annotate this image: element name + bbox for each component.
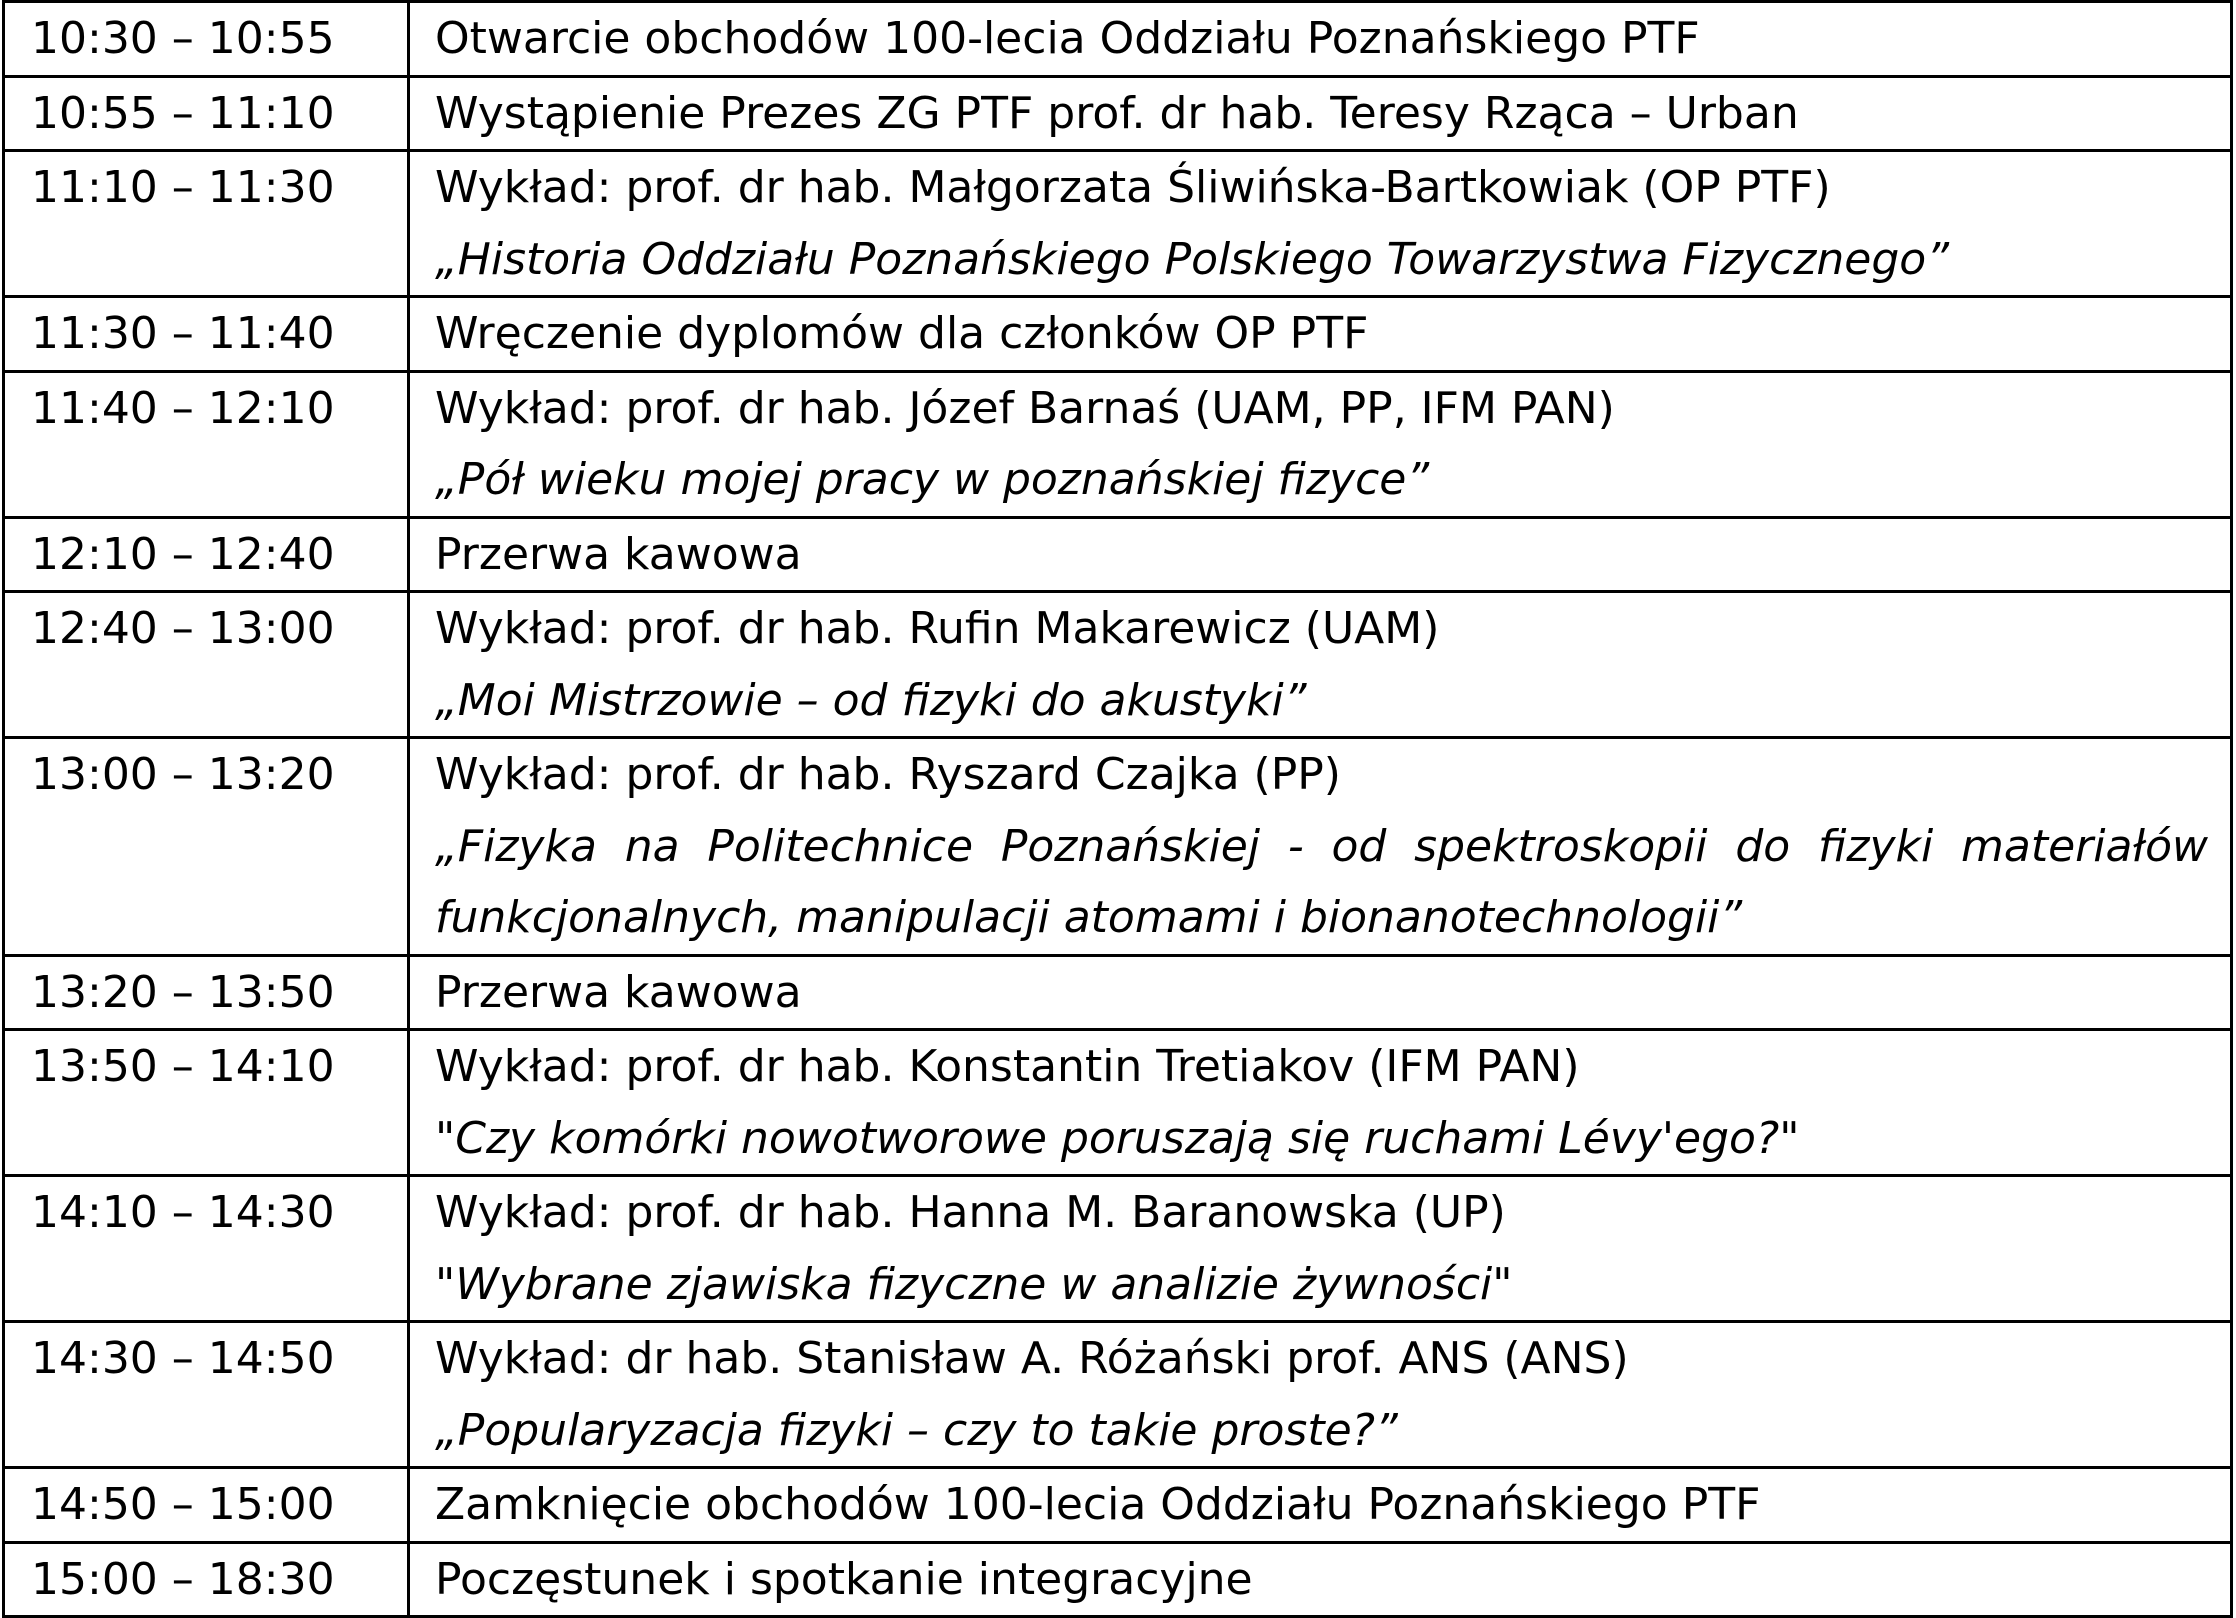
time-cell	[4, 738, 409, 956]
event-title: Wykład: dr hab. Stanisław A. Różański prof. ANS (ANS)	[435, 1333, 1629, 1384]
event-cell	[409, 151, 2232, 297]
event-cell	[409, 1468, 2232, 1543]
time-cell	[4, 592, 409, 738]
event-cell	[409, 738, 2232, 956]
table-row	[4, 592, 2232, 738]
table-row	[4, 1176, 2232, 1322]
event-title: Poczęstunek i spotkanie integracyjne	[435, 1553, 1253, 1605]
time-slot: 12:40 – 13:00	[31, 603, 335, 654]
schedule-table	[2, 0, 2233, 1618]
table-row	[4, 1030, 2232, 1176]
time-slot: 10:30 – 10:55	[31, 13, 335, 64]
lecture-subtitle: "Czy komórki nowotworowe poruszają się ruchami Lévy'ego?"	[435, 1112, 1800, 1164]
quote-open: "	[435, 1258, 456, 1310]
lecture-subtitle: Wybrane zjawiska fizyczne w analizie żywności	[455, 1258, 1493, 1310]
time-cell	[4, 1030, 409, 1176]
event-cell	[409, 297, 2232, 372]
time-cell	[4, 76, 409, 151]
table-row	[4, 151, 2232, 297]
time-slot: 14:30 – 14:50	[31, 1333, 335, 1384]
event-title: Otwarcie obchodów 100-lecia Oddziału Poznańskiego PTF	[435, 13, 1700, 64]
time-cell	[4, 2, 409, 77]
event-cell	[409, 76, 2232, 151]
time-slot: 10:55 – 11:10	[31, 87, 335, 139]
lecture-subtitle: „Historia Oddziału Poznańskiego Polskiego Towarzystwa Fizycznego”	[435, 233, 1949, 285]
event-title: Wykład: prof. dr hab. Konstantin Tretiakov (IFM PAN)	[435, 1041, 1580, 1092]
event-title: Przerwa kawowa	[435, 966, 802, 1018]
event-cell	[409, 517, 2232, 592]
time-cell	[4, 297, 409, 372]
event-title: Wręczenie dyplomów dla członków OP PTF	[435, 308, 1369, 359]
time-slot: 13:50 – 14:10	[31, 1041, 335, 1092]
table-row	[4, 2, 2232, 77]
event-title: Przerwa kawowa	[435, 528, 802, 580]
event-cell	[409, 1322, 2232, 1468]
time-slot: 11:10 – 11:30	[31, 162, 335, 213]
time-slot: 13:00 – 13:20	[31, 749, 335, 800]
time-slot: 13:20 – 13:50	[31, 966, 335, 1018]
event-cell	[409, 1176, 2232, 1322]
time-cell	[4, 371, 409, 517]
event-title: Wykład: prof. dr hab. Józef Barnaś (UAM, PP, IFM PAN)	[435, 382, 1615, 434]
table-row	[4, 371, 2232, 517]
event-title: Wykład: prof. dr hab. Ryszard Czajka (PP)	[435, 749, 1341, 800]
lecture-subtitle: „Pół wieku mojej pracy w poznańskiej fizyce”	[435, 454, 1430, 505]
table-row	[4, 517, 2232, 592]
event-title: Zamknięcie obchodów 100-lecia Oddziału Poznańskiego PTF	[435, 1479, 1761, 1530]
table-row	[4, 297, 2232, 372]
time-slot: 14:50 – 15:00	[31, 1479, 335, 1530]
time-slot: 11:40 – 12:10	[31, 382, 335, 434]
event-cell	[409, 955, 2232, 1030]
event-cell	[409, 371, 2232, 517]
table-row	[4, 76, 2232, 151]
lecture-subtitle: „Moi Mistrzowie – od fizyki do akustyki”	[435, 674, 1307, 726]
quote-close: "	[1492, 1258, 1513, 1310]
time-cell	[4, 1542, 409, 1617]
table-row	[4, 1322, 2232, 1468]
time-cell	[4, 955, 409, 1030]
lecture-subtitle: „Fizyka na Politechnice Poznańskiej - od spektroskopii do fizyki materiałów funkcjonalnych, manipulacji atomami i bionanotechnologii”	[435, 820, 2208, 943]
table-row	[4, 1468, 2232, 1543]
time-cell	[4, 151, 409, 297]
time-cell	[4, 1322, 409, 1468]
time-slot: 15:00 – 18:30	[31, 1553, 335, 1605]
time-slot: 11:30 – 11:40	[31, 308, 335, 359]
lecture-subtitle: „Popularyzacja fizyki – czy to takie proste?”	[435, 1404, 1398, 1456]
table-row	[4, 1542, 2232, 1617]
event-title: Wystąpienie Prezes ZG PTF prof. dr hab. Teresy Rząca – Urban	[435, 87, 1799, 139]
lecture-subtitle-line	[435, 1249, 2208, 1321]
time-cell	[4, 517, 409, 592]
table-row	[4, 738, 2232, 956]
event-cell	[409, 2, 2232, 77]
event-cell	[409, 1542, 2232, 1617]
event-title: Wykład: prof. dr hab. Rufin Makarewicz (UAM)	[435, 603, 1440, 654]
event-title: Wykład: prof. dr hab. Hanna M. Baranowska (UP)	[435, 1187, 1506, 1238]
time-cell	[4, 1468, 409, 1543]
time-slot: 14:10 – 14:30	[31, 1187, 335, 1238]
table-row	[4, 955, 2232, 1030]
time-cell	[4, 1176, 409, 1322]
time-slot: 12:10 – 12:40	[31, 528, 335, 580]
event-cell	[409, 592, 2232, 738]
event-title: Wykład: prof. dr hab. Małgorzata Śliwińska-Bartkowiak (OP PTF)	[435, 162, 1831, 213]
event-cell	[409, 1030, 2232, 1176]
